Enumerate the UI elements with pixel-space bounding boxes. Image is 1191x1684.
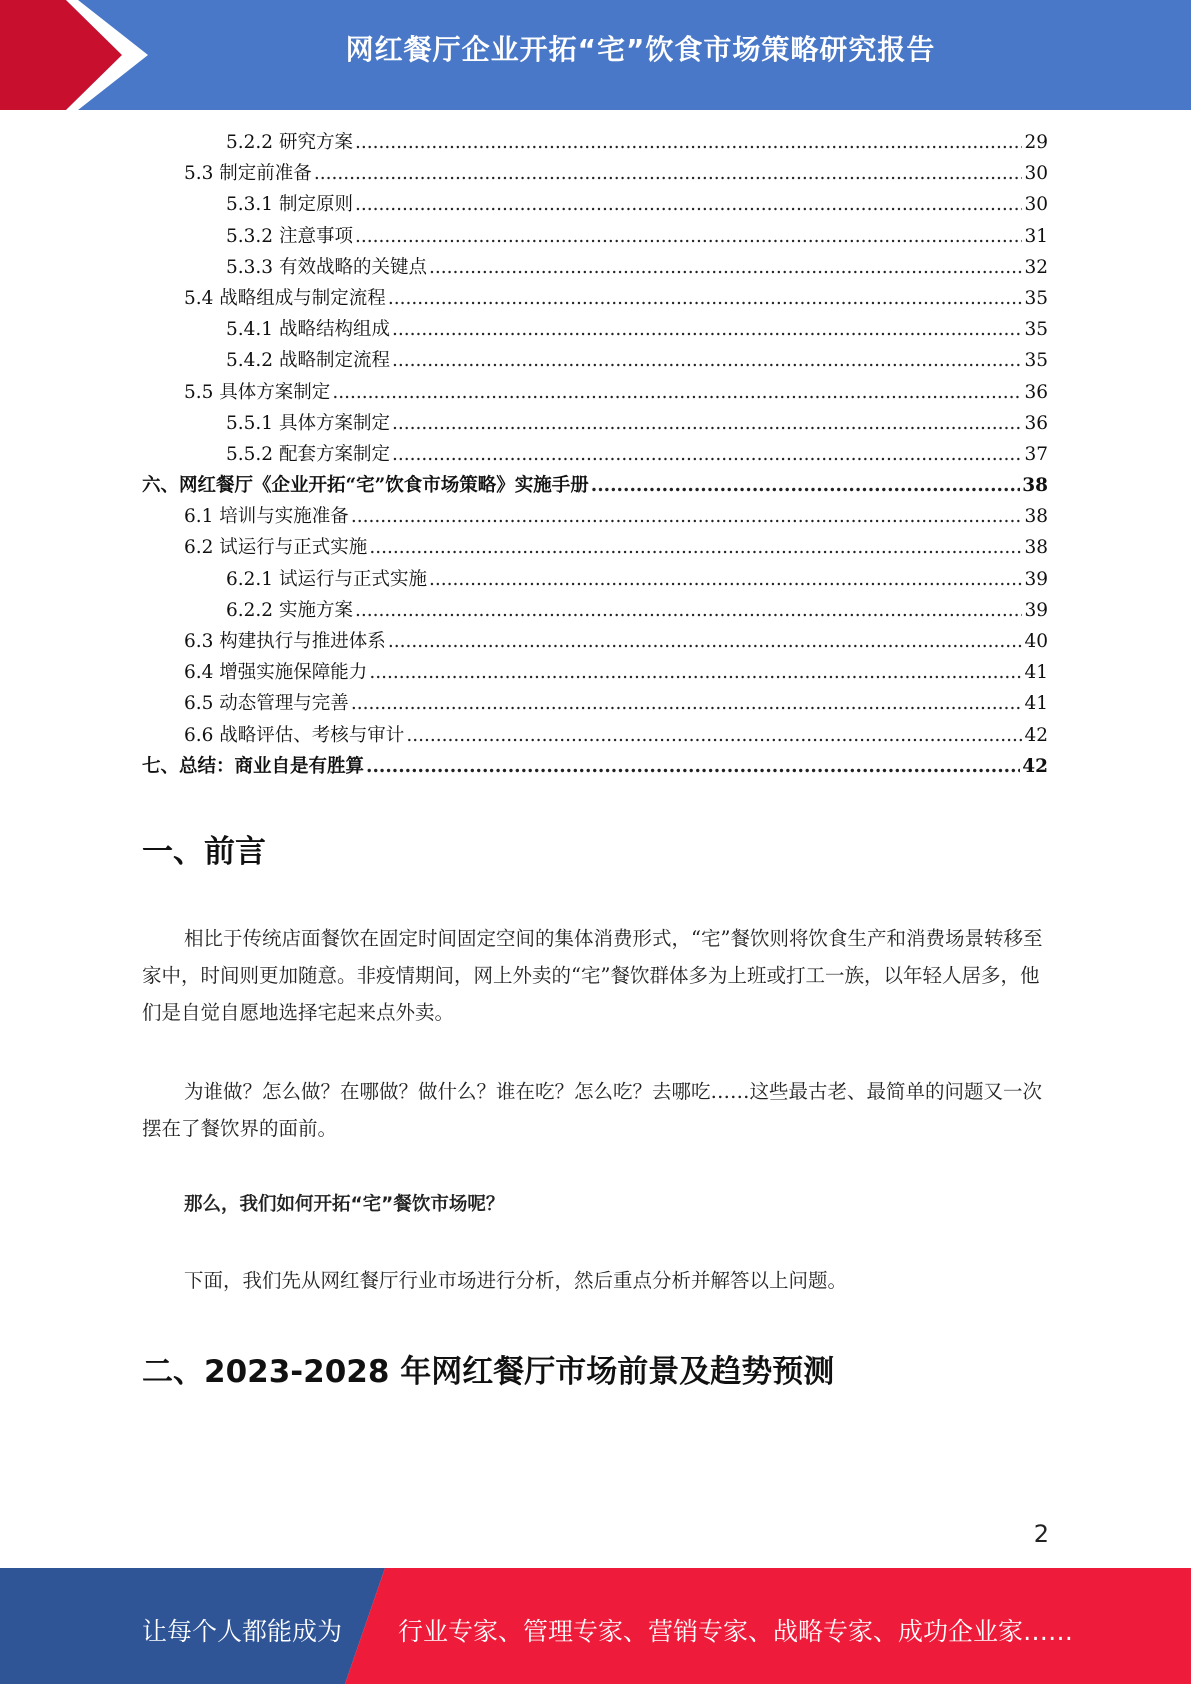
toc-leader-dots [355, 226, 1023, 247]
toc-entry-page: 31 [1024, 225, 1048, 247]
toc-entry-label: 七、总结：商业自是有胜算 [142, 755, 365, 777]
toc-entry-page: 35 [1024, 350, 1048, 372]
toc-entry-page: 36 [1024, 381, 1048, 403]
toc-entry[interactable] [142, 159, 1048, 190]
toc-entry-page: 41 [1024, 662, 1048, 684]
section-heading-market-outlook: 二、2023-2028 年网红餐厅市场前景及趋势预测 [142, 1354, 835, 1390]
toc-entry[interactable] [142, 190, 1048, 221]
toc-entry-label: 5.4.2 战略制定流程 [226, 350, 390, 372]
toc-leader-dots [392, 444, 1022, 465]
toc-entry-label: 5.3.2 注意事项 [226, 225, 353, 247]
toc-entry-page: 30 [1024, 194, 1048, 216]
toc-entry-page: 35 [1024, 287, 1048, 309]
toc-entry-label: 6.2.2 实施方案 [226, 599, 353, 621]
toc-entry-page: 42 [1024, 724, 1048, 746]
toc-entry-page: 42 [1022, 755, 1048, 777]
toc-leader-dots [591, 475, 1020, 496]
toc-entry[interactable] [142, 533, 1048, 564]
toc-entry[interactable] [142, 253, 1048, 284]
toc-entry[interactable] [142, 689, 1048, 720]
toc-leader-dots [388, 631, 1023, 652]
header-title: 网红餐厅企业开拓“宅”饮食市场策略研究报告 [345, 33, 936, 66]
footer-slogan-left: 让每个人都能成为 [142, 1617, 343, 1646]
toc-leader-dots [429, 257, 1022, 278]
toc-entry-page: 38 [1022, 475, 1048, 497]
toc-leader-dots [314, 163, 1023, 184]
toc-entry[interactable] [142, 284, 1048, 315]
toc-entry-label: 5.4.1 战略结构组成 [226, 319, 390, 341]
toc-entry-page: 32 [1024, 256, 1048, 278]
page-number: 2 [1033, 1520, 1049, 1548]
toc-leader-dots [429, 569, 1022, 590]
toc-entry[interactable] [142, 346, 1048, 377]
toc-leader-dots [388, 288, 1023, 309]
toc-entry-label: 5.3.3 有效战略的关键点 [226, 256, 427, 278]
toc-entry-label: 6.5 动态管理与完善 [184, 693, 349, 715]
toc-entry-page: 38 [1024, 506, 1048, 528]
toc-leader-dots [406, 725, 1022, 746]
toc-entry-page: 41 [1024, 693, 1048, 715]
toc-entry-label: 6.2 试运行与正式实施 [184, 537, 368, 559]
page-header [0, 0, 1191, 110]
toc-entry-page: 39 [1024, 568, 1048, 590]
toc-entry[interactable] [142, 315, 1048, 346]
toc-leader-dots [392, 350, 1022, 371]
preface-question: 那么，我们如何开拓“宅”餐饮市场呢？ [184, 1194, 505, 1215]
footer-slogan-right: 行业专家、管理专家、营销专家、战略专家、成功企业家…… [398, 1617, 1074, 1646]
toc-leader-dots [351, 506, 1023, 527]
toc-entry[interactable] [142, 721, 1048, 752]
toc-entry-page: 35 [1024, 319, 1048, 341]
toc-entry[interactable] [142, 128, 1048, 159]
toc-entry-label: 6.6 战略评估、考核与审计 [184, 724, 405, 746]
toc-leader-dots [332, 382, 1022, 403]
toc-entry[interactable] [142, 409, 1048, 440]
toc-entry[interactable] [142, 471, 1048, 502]
toc-entry-label: 5.5.2 配套方案制定 [226, 443, 390, 465]
toc-leader-dots [369, 537, 1022, 558]
toc-entry-label: 6.1 培训与实施准备 [184, 506, 349, 528]
toc-entry-label: 6.4 增强实施保障能力 [184, 662, 368, 684]
toc-entry-label: 6.3 构建执行与推进体系 [184, 631, 386, 652]
toc-entry-page: 39 [1024, 599, 1048, 621]
page-footer [0, 1568, 1191, 1684]
toc-entry[interactable] [142, 658, 1048, 689]
toc-entry-label: 5.3.1 制定原则 [226, 194, 353, 216]
toc-leader-dots [369, 662, 1022, 683]
toc-entry-label: 5.3 制定前准备 [184, 163, 312, 185]
toc-entry[interactable] [142, 440, 1048, 471]
toc-entry[interactable] [142, 752, 1048, 783]
toc-leader-dots [355, 194, 1023, 215]
toc-entry[interactable] [142, 565, 1048, 596]
toc-entry-label: 六、网红餐厅《企业开拓“宅”饮食市场策略》实施手册 [142, 475, 589, 497]
preface-paragraph-1: 相比于传统店面餐饮在固定时间固定空间的集体消费形式，“宅”餐饮则将饮食生产和消费场景转移至家中，时间则更加随意。非疫情期间，网上外卖的“宅”餐饮群体多为上班或打工一族，以年轻人居多，他们是自觉自愿地选择宅起来点外卖。 [142, 927, 1043, 1024]
toc-leader-dots [392, 319, 1022, 340]
toc-entry-page: 40 [1024, 631, 1048, 652]
toc-entry-label: 5.2.2 研究方案 [226, 132, 353, 153]
toc-entry-label: 5.4 战略组成与制定流程 [184, 287, 386, 309]
table-of-contents [142, 128, 1048, 783]
toc-leader-dots [355, 600, 1023, 621]
toc-entry-page: 37 [1024, 443, 1048, 465]
toc-entry[interactable] [142, 378, 1048, 409]
toc-entry-label: 6.2.1 试运行与正式实施 [226, 568, 427, 590]
toc-leader-dots [355, 132, 1023, 153]
toc-entry[interactable] [142, 222, 1048, 253]
toc-entry[interactable] [142, 627, 1048, 658]
toc-entry-label: 5.5.1 具体方案制定 [226, 412, 390, 434]
toc-entry[interactable] [142, 502, 1048, 533]
toc-leader-dots [351, 693, 1023, 714]
section-heading-preface: 一、前言 [142, 834, 266, 870]
toc-leader-dots [392, 413, 1022, 434]
toc-entry-page: 36 [1024, 412, 1048, 434]
preface-paragraph-2: 为谁做？怎么做？在哪做？做什么？谁在吃？怎么吃？去哪吃……这些最古老、最简单的问题又一次摆在了餐饮界的面前。 [142, 1080, 1043, 1140]
toc-entry-label: 5.5 具体方案制定 [184, 381, 331, 403]
toc-entry-page: 29 [1024, 132, 1048, 153]
toc-entry-page: 38 [1024, 537, 1048, 559]
toc-leader-dots [366, 756, 1020, 777]
toc-entry[interactable] [142, 596, 1048, 627]
preface-paragraph-4: 下面，我们先从网红餐厅行业市场进行分析，然后重点分析并解答以上问题。 [184, 1269, 848, 1292]
toc-entry-page: 30 [1024, 163, 1048, 185]
